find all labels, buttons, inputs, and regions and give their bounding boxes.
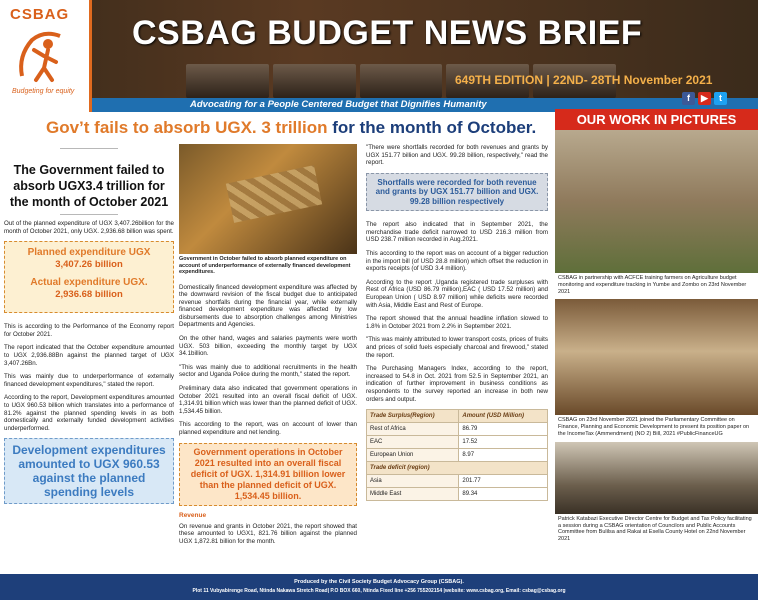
paragraph: "This was mainly attributed to lower transport costs, prices of fruits and prices of solid fuels especially charcoal and firewood," stated the report. [366, 336, 548, 359]
youtube-icon[interactable]: ▶ [698, 92, 711, 105]
paragraph: Domestically financed development expenditure was affected by the downward revision of the fiscal budget due to anticipated revenue shortfalls during the financial year, while externally financed development expenditure was affected by low disbursements due to absorption challenges among Ministries Departments and Agencies. [179, 283, 357, 329]
trade-table [366, 409, 548, 501]
header-photo [273, 64, 356, 98]
headline-part2: for the month of October. [332, 118, 537, 137]
paragraph: Out of the planned expenditure of UGX 3,407.26billion for the month of October 2021, only UGX. 2,936.68 billion was spent. [4, 220, 174, 235]
pictures-column [555, 130, 758, 547]
paragraph: This according to the report was on account of a bigger reduction in the import bill (of USD 28.8 million) which offset the reduction in exports receipts (of USD 3.4 million). [366, 250, 548, 273]
paragraph: The report indicated that the October expenditure amounted to UGX 2,936.88Bn against the planned target of UGX 3,407.26Bn. [4, 344, 174, 367]
table-header-cell: Amount (USD Million) [459, 410, 548, 423]
header-photo [186, 64, 269, 98]
paragraph: According to the report, Development expenditures amounted to UGX 960.53 billion which translates into a performance of 81.2% against the planned spending levels in as both domestically and externally funded development activities underperformed. [4, 394, 174, 432]
amount-cell: 17.52 [459, 436, 548, 449]
paragraph: "There were shortfalls recorded for both revenues and grants by UGX 151.77 billion and UGX. 99.28 billion, respectively," read the report. [366, 144, 548, 167]
table-header-row [367, 410, 548, 423]
table-row [367, 423, 548, 436]
twitter-icon[interactable]: t [714, 92, 727, 105]
footer [0, 574, 758, 600]
photo-caption: Patrick Katabazi Executive Director Centre for Budget and Tax Policy facilitating a session during a CSBAG orientation of Councilors and Public Accounts Committee from Bulilsa and Rakai at Esella County Hotel on 22nd November 2021 [558, 515, 752, 543]
table-subheader-row [367, 462, 548, 475]
newsletter-title: CSBAG BUDGET NEWS BRIEF [132, 14, 643, 52]
headline-part1: Gov’t fails to absorb UGX. 3 trillion [46, 118, 328, 137]
divider: ----------------------------- [60, 212, 118, 218]
divider: ----------------------------- [60, 146, 118, 152]
lede: The Government failed to absorb UGX3.4 trillion for the month of October 2021 [9, 163, 169, 209]
our-work-banner: OUR WORK IN PICTURES [555, 109, 758, 130]
paragraph: The report also indicated that in September 2021, the merchandise trade deficit narrowed to USD 216.3 million from USD 238.7 million recorded in Aug.2021. [366, 221, 548, 244]
table-row [367, 475, 548, 488]
amount-cell: 201.77 [459, 475, 548, 488]
table-row [367, 488, 548, 501]
facebook-icon[interactable]: f [682, 92, 695, 105]
photo-caption: CSBAG in partnership with ACFCE training farmers on Agriculture budget monitoring and expenditure tracking in Yumbe and Zombo on 23rd November 2021 [558, 275, 747, 295]
revenue-subhead: Revenue [179, 511, 207, 519]
photo-caption: Government in October failed to absorb planned expenditure on account of underperformance of externally financed development expenditures. [179, 256, 351, 275]
region-cell: European Union [367, 449, 459, 462]
paragraph: On revenue and grants in October 2021, the report showed that these amounted to UGX1, 821.76 billion against the planned UGX 1,872.81 billion for the month. [179, 522, 357, 545]
paragraph: This is according to the Performance of the Economy report for October 2021. [4, 323, 174, 338]
footer-credit: Produced by the Civil Society Budget Advocacy Group (CSBAG). [294, 579, 464, 585]
planned-label: Planned expenditure UGX [27, 247, 151, 259]
table-row [367, 449, 548, 462]
logo-tagline: Budgeting for equity [12, 88, 75, 95]
shortfall-callout: Shortfalls were recorded for both revenue and grants by UGX 151.77 billion and UGX. 99.28 billion respectively [366, 173, 548, 212]
main-headline [46, 118, 536, 138]
region-cell: Middle East [367, 488, 459, 501]
table-subheader-cell: Trade deficit (region) [367, 462, 548, 475]
deficit-callout: Government operations in October 2021 resulted into an overall fiscal deficit of UGX. 1,314.91 billion lower than the planned deficit of UGX. 1,534.45 billion. [179, 443, 357, 506]
paragraph: This according to the report, was on account of lower than planned expenditure and net lending. [179, 421, 357, 436]
paragraph: On the other hand, wages and salaries payments were worth UGX. 503 billion, exceeding the monthly target by UGX 34.1billion. [179, 335, 357, 358]
header-photo [360, 64, 443, 98]
paragraph: "This was mainly due to additional recruitments in the health sector and Uganda Police during the month," stated the report. [179, 363, 357, 379]
paragraph: According to the report ,Uganda registered trade surpluses with Rest of Africa (USD 86.79 million),EAC ( USD 17.52 million) and European Union ( USD 8.97 million) while deficits were recorded with Asia, Middle East and Rest of Europe. [366, 278, 548, 309]
amount-cell: 89.34 [459, 488, 548, 501]
column-2 [179, 144, 357, 551]
masthead-banner [0, 0, 758, 112]
region-cell: Rest of Africa [367, 423, 459, 436]
paragraph: The Purchasing Managers Index, according to the report, increased to 54.8 in Oct. 2021 from 52.5 in September 2021, an indication of further improvement in business conditions as respondents to the survey reported an increase in both new orders and output. [366, 365, 548, 403]
actual-label: Actual expenditure UGX. [30, 277, 148, 289]
region-cell: EAC [367, 436, 459, 449]
photo-caption: CSBAG on 23rd November 2021 joined the Parliamentary Committee on Finance, Planning and Economic Development to present its position paper on the IncomeTax (Ammendment) (NO 2) Bill, 2021 #PublicFinanceUG [558, 417, 750, 437]
development-callout: Development expenditures amounted to UGX 960.53 against the planned spending levels [4, 438, 174, 504]
logo-text: CSBAG [10, 6, 70, 23]
person-figure-icon [14, 26, 76, 86]
actual-value: 2,936.68 billion [55, 289, 123, 301]
column-3 [366, 144, 548, 501]
paragraph: Preliminary data also indicated that government operations in October 2021 resulted into an overall fiscal deficit of UGX. 1,314.91 billion which was lower than the planned deficit of UGX. 1,534.45 billion. [179, 385, 357, 415]
money-photo [179, 144, 357, 254]
planned-value: 3,407.26 billion [55, 259, 123, 271]
amount-cell: 86.79 [459, 423, 548, 436]
expenditure-callout [4, 241, 174, 313]
region-cell: Asia [367, 475, 459, 488]
training-photo [555, 130, 758, 273]
slogan: Advocating for a People Centered Budget that Dignifies Humanity [190, 99, 487, 110]
paragraph: The report showed that the annual headline inflation slowed to 1.8% in October 2021 from 2.2% in September 2021. [366, 315, 548, 330]
table-row [367, 436, 548, 449]
edition-label: 649TH EDITION | 22ND- 28TH November 2021 [455, 73, 713, 87]
orientation-photo [555, 442, 758, 514]
table-header-cell: Trade Surplus(Region) [367, 410, 459, 423]
parliament-photo [555, 299, 758, 415]
csbag-logo [0, 0, 92, 112]
paragraph: This was mainly due to underperformance of externally financed development expenditures," stated the report. [4, 373, 174, 388]
column-1 [4, 144, 174, 504]
amount-cell: 8.97 [459, 449, 548, 462]
footer-contact: Plot 11 Vubyabirenge Road, Ntinda Nakawa Stretch Road| P.O BOX 660, Ntinda Fixed line +256 755202154 |website: www.csbag.org, Email: csbag@csbag.org [192, 588, 566, 594]
